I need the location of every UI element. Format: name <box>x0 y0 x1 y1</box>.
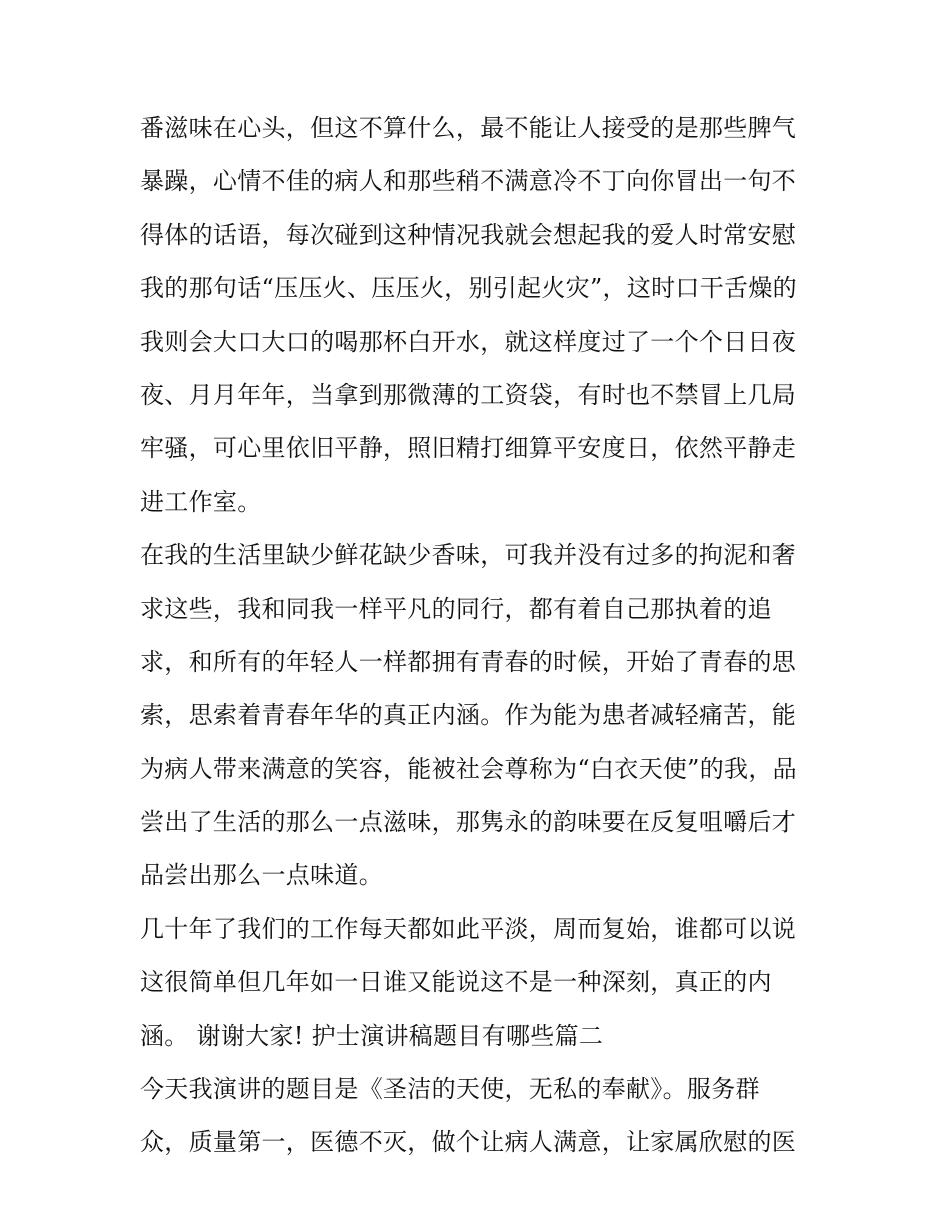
text-line: 我的那句话“压压火、压压火，别引起火灾”，这时口干舌燥的 <box>140 274 797 303</box>
text-line: 众，质量第一，医德不灭，做个让病人满意，让家属欣慰的医 <box>140 1128 797 1157</box>
text-line: 品尝出那么一点味道。 <box>140 861 383 890</box>
text-line: 这很简单但几年如一日谁又能说这不是一种深刻，真正的内 <box>140 968 772 997</box>
text-line: 涵。 谢谢大家! 护士演讲稿题目有哪些篇二 <box>140 1021 604 1050</box>
text-line: 为病人带来满意的笑容，能被社会尊称为“白衣天使”的我，品 <box>140 754 797 783</box>
text-line: 求，和所有的年轻人一样都拥有青春的时候，开始了青春的思 <box>140 647 797 676</box>
document-body <box>140 102 820 1170</box>
text-line: 在我的生活里缺少鲜花缺少香味，可我并没有过多的拘泥和奢 <box>140 541 797 570</box>
text-line: 求这些，我和同我一样平凡的同行，都有着自己那执着的追 <box>140 594 772 623</box>
text-line: 进工作室。 <box>140 487 262 516</box>
text-line: 我则会大口大口的喝那杯白开水，就这样度过了一个个日日夜 <box>140 327 797 356</box>
text-line: 夜、月月年年，当拿到那微薄的工资袋，有时也不禁冒上几局 <box>140 380 797 409</box>
text-line: 今天我演讲的题目是《圣洁的天使，无私的奉献》。服务群 <box>140 1075 760 1104</box>
text-line: 得体的话语，每次碰到这种情况我就会想起我的爱人时常安慰 <box>140 220 797 249</box>
text-line: 索，思索着青春年华的真正内涵。作为能为患者减轻痛苦，能 <box>140 701 797 730</box>
text-line: 牢骚，可心里依旧平静，照旧精打细算平安度日，依然平静走 <box>140 434 797 463</box>
text-line: 几十年了我们的工作每天都如此平淡，周而复始，谁都可以说 <box>140 914 797 943</box>
text-line: 尝出了生活的那么一点滋味，那隽永的韵味要在反复咀嚼后才 <box>140 808 797 837</box>
text-line: 暴躁，心情不佳的病人和那些稍不满意冷不丁向你冒出一句不 <box>140 167 797 196</box>
text-line: 番滋味在心头，但这不算什么，最不能让人接受的是那些脾气 <box>140 114 797 142</box>
